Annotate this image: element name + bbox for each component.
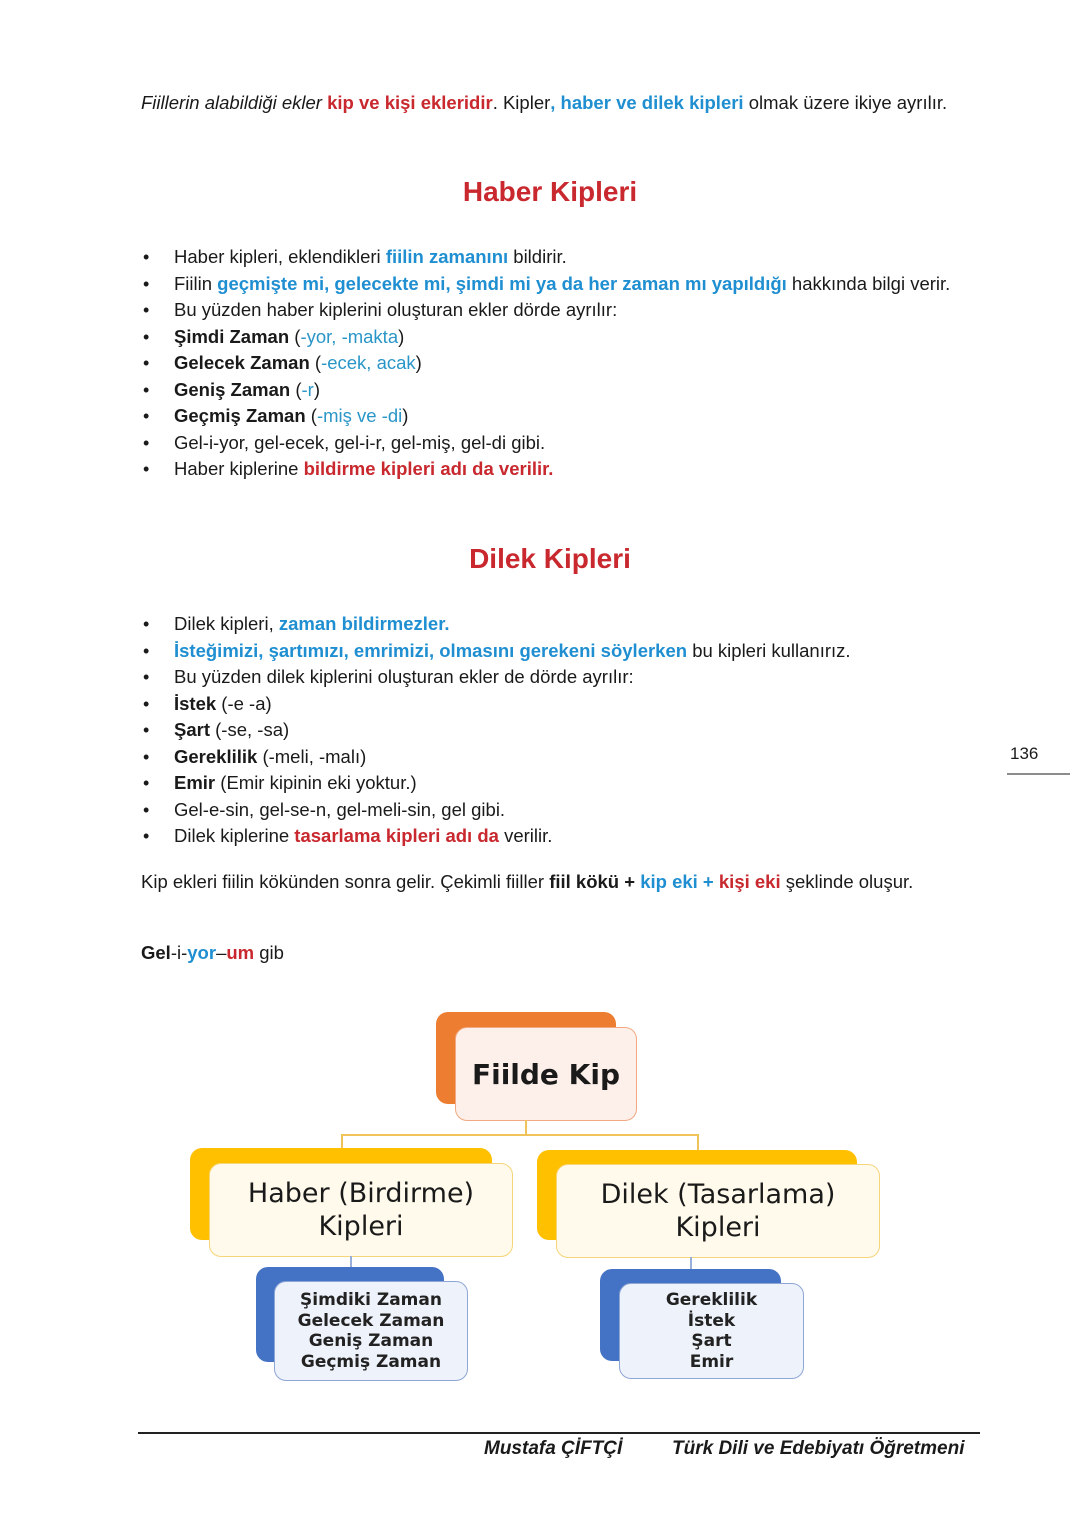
haber-leaf-node: Şimdiki Zaman Gelecek Zaman Geniş Zaman Geçmiş Zaman <box>274 1281 468 1381</box>
list-item: • Şimdi Zaman (-yor, -makta) <box>141 324 971 351</box>
list-item: • Haber kipleri, eklendikleri fiilin zamanını bildirir. <box>141 244 971 271</box>
connector-line <box>341 1134 698 1136</box>
list-item: • Geniş Zaman (-r) <box>141 377 971 404</box>
list-item: • İstek (-e -a) <box>141 691 971 718</box>
list-item: • Gelecek Zaman (-ecek, acak) <box>141 350 971 377</box>
root-node: Fiilde Kip <box>455 1027 637 1121</box>
list-item: • Bu yüzden haber kiplerini oluşturan ekler dörde ayrılır: <box>141 297 971 324</box>
intro-text: . Kipler <box>492 92 551 113</box>
list-item: • Geçmiş Zaman (-miş ve -di) <box>141 403 971 430</box>
intro-text: Fiillerin alabildiği ekler <box>141 92 328 113</box>
list-item: • Dilek kipleri, zaman bildirmezler. <box>141 611 971 638</box>
dilek-heading: Dilek Kipleri <box>469 543 631 574</box>
haber-node: Haber (Birdirme) Kipleri <box>209 1163 513 1257</box>
dilek-list <box>141 611 971 850</box>
footer-role: Türk Dili ve Edebiyatı Öğretmeni <box>672 1438 965 1459</box>
footer-divider <box>138 1432 980 1434</box>
intro-paragraph <box>141 89 971 116</box>
list-item: • Emir (Emir kipinin eki yoktur.) <box>141 770 971 797</box>
list-item: • Dilek kiplerine tasarlama kipleri adı da verilir. <box>141 823 971 850</box>
example-line: Gel-i-yor–um gib <box>141 942 284 963</box>
haber-heading: Haber Kipleri <box>462 176 638 207</box>
list-item: • İsteğimizi, şartımızı, emrimizi, olmasını gerekeni söylerken bu kipleri kullanırız. <box>141 638 971 665</box>
list-item: • Bu yüzden dilek kiplerini oluşturan ekler de dörde ayrılır: <box>141 664 971 691</box>
list-item: • Gel-i-yor, gel-ecek, gel-i-r, gel-miş, gel-di gibi. <box>141 430 971 457</box>
connector-line <box>525 1120 527 1135</box>
footer-author: Mustafa ÇİFTÇİ <box>484 1438 623 1459</box>
list-item: • Gereklilik (-meli, -malı) <box>141 744 971 771</box>
page-number: 136 <box>1010 744 1039 763</box>
list-item: • Şart (-se, -sa) <box>141 717 971 744</box>
dilek-leaf-node: Gereklilik İstek Şart Emir <box>619 1283 804 1379</box>
intro-text: olmak üzere ikiye ayrılır. <box>743 92 948 113</box>
list-item: • Fiilin geçmişte mi, gelecekte mi, şimdi mi ya da her zaman mı yapıldığı hakkında bilgi verir. <box>141 271 971 298</box>
list-item: • Gel-e-sin, gel-se-n, gel-meli-sin, gel gibi. <box>141 797 971 824</box>
connector-line <box>697 1134 699 1150</box>
list-item: • Haber kiplerine bildirme kipleri adı da verilir. <box>141 456 971 483</box>
intro-highlight-blue: , haber ve dilek kipleri <box>550 92 744 113</box>
page-number-underline <box>1007 773 1070 775</box>
haber-list <box>141 244 971 483</box>
intro-highlight-red: kip ve kişi ekleridir <box>327 92 493 113</box>
structure-paragraph: Kip ekleri fiilin kökünden sonra gelir. Çekimli fiiller fiil kökü + kip eki + kişi eki şeklinde oluşur. <box>141 871 914 892</box>
dilek-node: Dilek (Tasarlama) Kipleri <box>556 1164 880 1258</box>
connector-line <box>690 1257 692 1269</box>
